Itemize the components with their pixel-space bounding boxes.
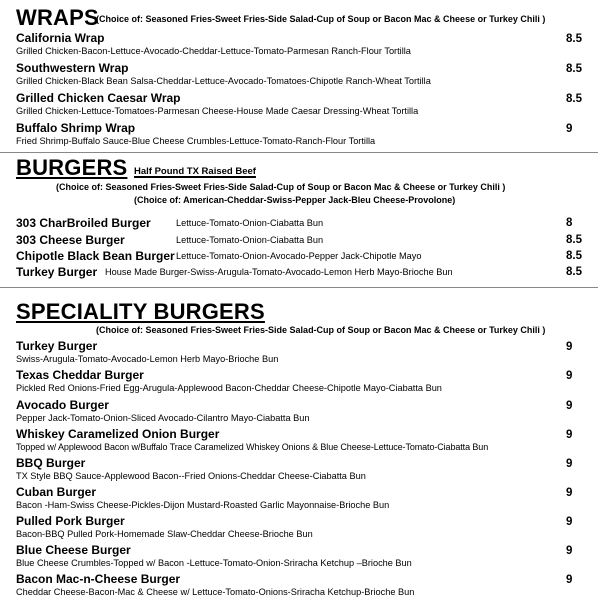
menu-item-name: Texas Cheddar Burger bbox=[16, 368, 144, 382]
menu-item-desc: Pickled Red Onions-Fried Egg-Arugula-Applewood Bacon-Cheddar Cheese-Chipotle Mayo-Ciabatta Bun bbox=[16, 383, 442, 393]
menu-item-desc: Pepper Jack-Tomato-Onion-Sliced Avocado-Cilantro Mayo-Ciabatta Bun bbox=[16, 413, 310, 423]
menu-item-name: Chipotle Black Bean Burger bbox=[16, 249, 175, 263]
menu-item-desc: House Made Burger-Swiss-Arugula-Tomato-Avocado-Lemon Herb Mayo-Brioche Bun bbox=[105, 267, 453, 277]
menu-item-price: 9 bbox=[566, 341, 573, 353]
menu-item-name: Blue Cheese Burger bbox=[16, 543, 131, 557]
menu-item-name: 303 Cheese Burger bbox=[16, 233, 125, 247]
menu-item-desc: Lettuce-Tomato-Onion-Avocado-Pepper Jack-Chipotle Mayo bbox=[176, 251, 422, 261]
menu-item-price: 9 bbox=[566, 487, 573, 499]
menu-item-price: 9 bbox=[566, 123, 573, 135]
menu-item-desc: Grilled Chicken-Lettuce-Tomatoes-Parmesan Cheese-House Made Caesar Dressing-Wheat Tortilla bbox=[16, 106, 419, 116]
menu-item-desc: Lettuce-Tomato-Onion-Ciabatta Bun bbox=[176, 235, 324, 245]
menu-item-name: Turkey Burger bbox=[16, 265, 98, 279]
menu-item-name: Bacon Mac-n-Cheese Burger bbox=[16, 572, 181, 586]
menu-item-desc: Fried Shrimp-Buffalo Sauce-Blue Cheese Crumbles-Lettuce-Tomato-Ranch-Flour Tortilla bbox=[16, 136, 376, 146]
menu-item-desc: Grilled Chicken-Black Bean Salsa-Cheddar-Lettuce-Avocado-Tomatoes-Chipotle Ranch-Wheat Tortilla bbox=[16, 76, 431, 86]
menu-item-desc: Cheddar Cheese-Bacon-Mac & Cheese w/ Lettuce-Tomato-Onions-Sriracha Ketchup-Brioche Bun bbox=[16, 587, 415, 597]
burgers-title: BURGERS bbox=[16, 155, 128, 180]
menu-item-name: 303 CharBroiled Burger bbox=[16, 216, 151, 230]
menu-item-name: Pulled Pork Burger bbox=[16, 514, 125, 528]
menu-item-price: 9 bbox=[566, 400, 573, 412]
menu-item-name: California Wrap bbox=[16, 31, 105, 45]
menu-item-price: 8.5 bbox=[566, 266, 582, 278]
menu-item-price: 8.5 bbox=[566, 33, 582, 45]
menu-item-price: 8.5 bbox=[566, 63, 582, 75]
menu-item-price: 9 bbox=[566, 574, 573, 586]
burgers-subtitle: Half Pound TX Raised Beef bbox=[134, 166, 256, 177]
wraps-title: WRAPS bbox=[16, 5, 99, 30]
menu-item-desc: Lettuce-Tomato-Onion-Ciabatta Bun bbox=[176, 218, 324, 228]
menu-item-price: 8.5 bbox=[566, 250, 582, 262]
menu-item-price: 9 bbox=[566, 458, 573, 470]
menu-item-desc: Blue Cheese Crumbles-Topped w/ Bacon -Lettuce-Tomato-Onion-Sriracha Ketchup –Brioche Bun bbox=[16, 558, 412, 568]
section-divider bbox=[0, 287, 598, 288]
menu-item-price: 8 bbox=[566, 217, 573, 229]
menu-item-name: Whiskey Caramelized Onion Burger bbox=[16, 427, 220, 441]
menu-item-name: BBQ Burger bbox=[16, 456, 86, 470]
menu-item-name: Avocado Burger bbox=[16, 398, 109, 412]
menu-item-name: Cuban Burger bbox=[16, 485, 97, 499]
menu-item-price: 9 bbox=[566, 545, 573, 557]
menu-item-desc: Bacon -Ham-Swiss Cheese-Pickles-Dijon Mustard-Roasted Garlic Mayonnaise-Brioche Bun bbox=[16, 500, 390, 510]
menu-item-desc: TX Style BBQ Sauce-Applewood Bacon--Fried Onions-Cheddar Cheese-Ciabatta Bun bbox=[16, 471, 366, 481]
section-divider bbox=[0, 152, 598, 153]
menu-item-name: Turkey Burger bbox=[16, 339, 98, 353]
menu-item-price: 8.5 bbox=[566, 93, 582, 105]
menu-item-price: 9 bbox=[566, 516, 573, 528]
menu-item-name: Buffalo Shrimp Wrap bbox=[16, 121, 136, 135]
menu-item-price: 9 bbox=[566, 370, 573, 382]
menu-item-name: Southwestern Wrap bbox=[16, 61, 129, 75]
menu-item-desc: Grilled Chicken-Bacon-Lettuce-Avocado-Cheddar-Lettuce-Tomato-Parmesan Ranch-Flour Tortilla bbox=[16, 46, 411, 56]
burgers-choice: (Choice of: Seasoned Fries-Sweet Fries-Side Salad-Cup of Soup or Bacon Mac & Cheese or Turkey Chili ) bbox=[56, 182, 506, 192]
speciality-choice: (Choice of: Seasoned Fries-Sweet Fries-Side Salad-Cup of Soup or Bacon Mac & Cheese or Turkey Chili ) bbox=[96, 325, 546, 335]
menu-item-price: 8.5 bbox=[566, 234, 582, 246]
menu-item-desc: Swiss-Arugula-Tomato-Avocado-Lemon Herb Mayo-Brioche Bun bbox=[16, 354, 279, 364]
speciality-title: SPECIALITY BURGERS bbox=[16, 299, 265, 324]
menu-item-price: 9 bbox=[566, 429, 573, 441]
burgers-cheese-choice: (Choice of: American-Cheddar-Swiss-Pepper Jack-Bleu Cheese-Provolone) bbox=[134, 195, 456, 205]
menu-item-desc: Bacon-BBQ Pulled Pork-Homemade Slaw-Cheddar Cheese-Brioche Bun bbox=[16, 529, 313, 539]
menu-item-desc: Topped w/ Applewood Bacon w/Buffalo Trace Caramelized Whiskey Onions & Blue Cheese-Lettuce-Tomato-Ciabatta Bun bbox=[16, 442, 489, 452]
wraps-choice: (Choice of: Seasoned Fries-Sweet Fries-Side Salad-Cup of Soup or Bacon Mac & Cheese or Turkey Chili ) bbox=[96, 14, 546, 24]
menu-item-name: Grilled Chicken Caesar Wrap bbox=[16, 91, 181, 105]
